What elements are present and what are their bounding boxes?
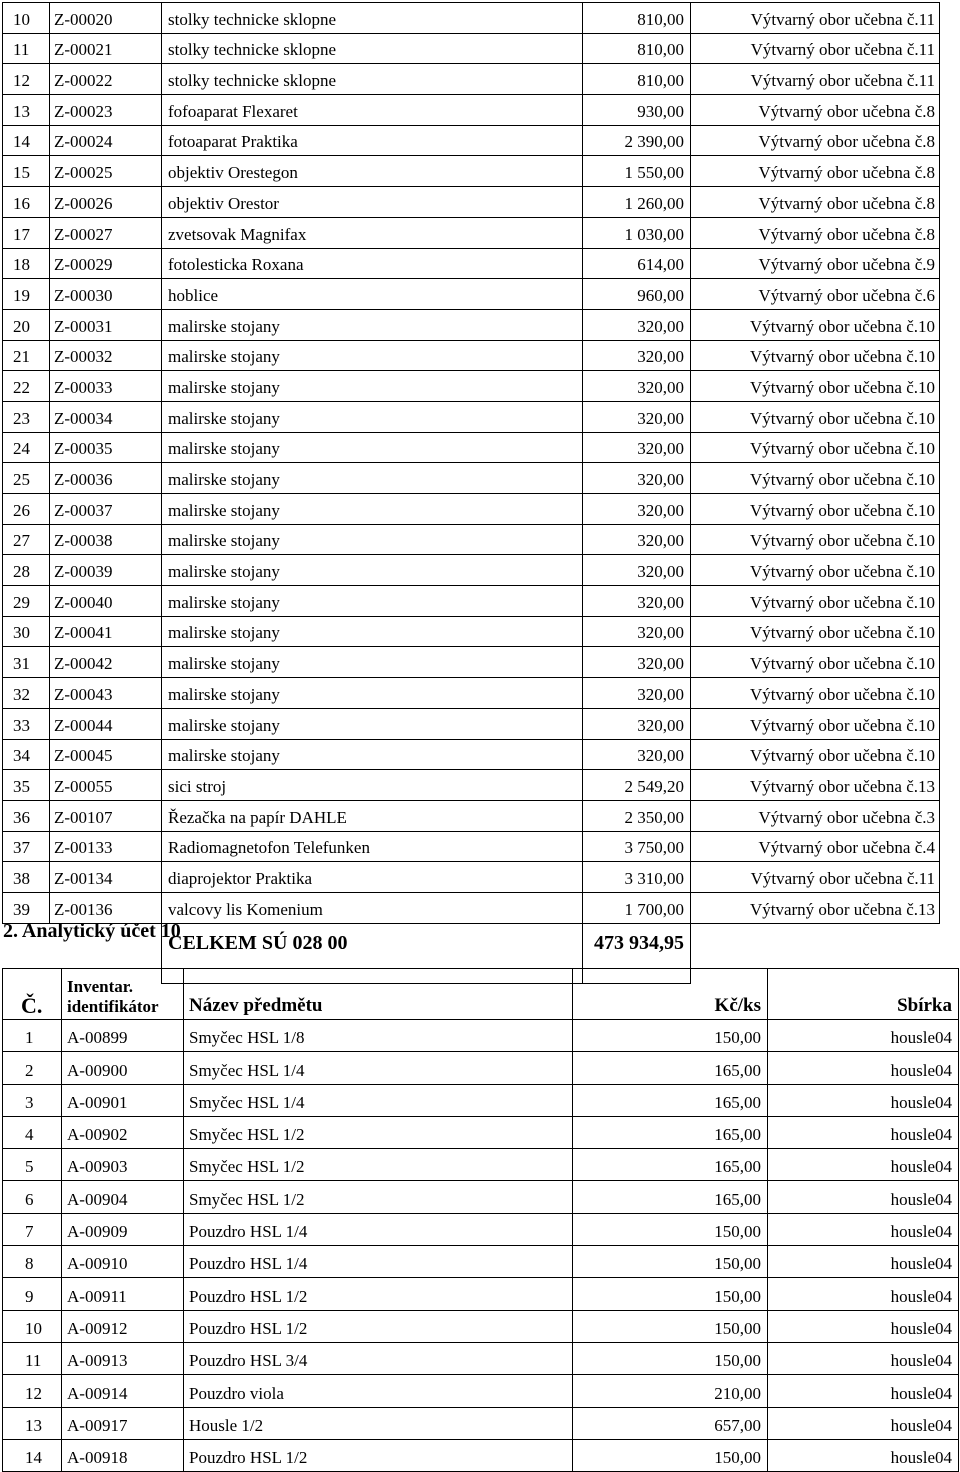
row-number: 5 [3, 1149, 62, 1181]
item-collection: Výtvarný obor učebna č.13 [691, 770, 940, 801]
table-row [3, 1213, 959, 1245]
item-name: malirske stojany [162, 401, 583, 432]
table-row [3, 187, 940, 218]
table-row [3, 64, 940, 95]
item-collection: Výtvarný obor učebna č.10 [691, 647, 940, 678]
inventory-id: A-00900 [62, 1052, 184, 1084]
item-name: Řezačka na papír DAHLE [162, 800, 583, 831]
item-name: Pouzdro HSL 1/2 [184, 1278, 573, 1310]
item-collection: housle04 [768, 1181, 959, 1213]
table-row [3, 1407, 959, 1439]
inventory-id: A-00901 [62, 1084, 184, 1116]
item-collection: Výtvarný obor učebna č.10 [691, 739, 940, 770]
row-number: 8 [3, 1246, 62, 1278]
item-price: 210,00 [573, 1375, 768, 1407]
item-price: 1 260,00 [583, 187, 691, 218]
item-price: 930,00 [583, 95, 691, 126]
row-number: 31 [3, 647, 50, 678]
item-collection: housle04 [768, 1278, 959, 1310]
inventory-id: A-00899 [62, 1020, 184, 1052]
item-price: 810,00 [583, 64, 691, 95]
item-name: malirske stojany [162, 340, 583, 371]
table-row [3, 770, 940, 801]
item-name: stolky technicke sklopne [162, 33, 583, 64]
table-row [3, 1181, 959, 1213]
item-price: 2 390,00 [583, 125, 691, 156]
item-name: malirske stojany [162, 524, 583, 555]
table-row [3, 463, 940, 494]
item-collection: Výtvarný obor učebna č.10 [691, 616, 940, 647]
inventory-id: A-00913 [62, 1342, 184, 1374]
item-name: malirske stojany [162, 494, 583, 525]
inventory-id: Z-00045 [50, 739, 162, 770]
table-row [3, 401, 940, 432]
inventory-id: Z-00029 [50, 248, 162, 279]
row-number: 39 [3, 892, 50, 923]
item-collection: Výtvarný obor učebna č.8 [691, 156, 940, 187]
table-row [3, 586, 940, 617]
row-number: 22 [3, 371, 50, 402]
item-collection: Výtvarný obor učebna č.10 [691, 586, 940, 617]
inventory-id: A-00914 [62, 1375, 184, 1407]
row-number: 25 [3, 463, 50, 494]
inventory-id: Z-00030 [50, 279, 162, 310]
item-collection: Výtvarný obor učebna č.10 [691, 494, 940, 525]
row-number: 2 [3, 1052, 62, 1084]
inventory-id: Z-00042 [50, 647, 162, 678]
table-row [3, 1246, 959, 1278]
table-row [3, 831, 940, 862]
row-number: 34 [3, 739, 50, 770]
row-number: 3 [3, 1084, 62, 1116]
table-row [3, 1052, 959, 1084]
inventory-id: Z-00031 [50, 309, 162, 340]
row-number: 27 [3, 524, 50, 555]
table-row [3, 248, 940, 279]
item-collection: housle04 [768, 1375, 959, 1407]
item-price: 2 549,20 [583, 770, 691, 801]
inventory-id: Z-00037 [50, 494, 162, 525]
item-collection: Výtvarný obor učebna č.13 [691, 892, 940, 923]
table-row [3, 1375, 959, 1407]
table-row [3, 1278, 959, 1310]
inventory-id: A-00918 [62, 1439, 184, 1471]
item-collection: housle04 [768, 1213, 959, 1245]
header-item-name: Název předmětu [184, 969, 573, 1020]
item-collection: housle04 [768, 1149, 959, 1181]
item-collection: Výtvarný obor učebna č.11 [691, 64, 940, 95]
item-collection: housle04 [768, 1407, 959, 1439]
table-row [3, 892, 940, 923]
row-number: 16 [3, 187, 50, 218]
row-number: 7 [3, 1213, 62, 1245]
analytic-account-table [2, 968, 959, 1472]
inventory-id: Z-00107 [50, 800, 162, 831]
table-row [3, 1310, 959, 1342]
row-number: 33 [3, 708, 50, 739]
item-price: 320,00 [583, 524, 691, 555]
row-number: 36 [3, 800, 50, 831]
item-name: malirske stojany [162, 555, 583, 586]
table-row [3, 371, 940, 402]
item-price: 320,00 [583, 371, 691, 402]
total-value: 473 934,95 [583, 923, 691, 983]
row-number: 10 [3, 3, 50, 34]
table-header-row [3, 969, 959, 1020]
item-name: hoblice [162, 279, 583, 310]
table-row [3, 647, 940, 678]
item-price: 657,00 [573, 1407, 768, 1439]
inventory-id: Z-00044 [50, 708, 162, 739]
item-price: 165,00 [573, 1149, 768, 1181]
item-price: 320,00 [583, 586, 691, 617]
item-collection: housle04 [768, 1342, 959, 1374]
header-collection: Sbírka [768, 969, 959, 1020]
item-price: 3 750,00 [583, 831, 691, 862]
item-price: 150,00 [573, 1020, 768, 1052]
row-number: 9 [3, 1278, 62, 1310]
item-collection: Výtvarný obor učebna č.8 [691, 187, 940, 218]
item-price: 320,00 [583, 340, 691, 371]
inventory-id: Z-00024 [50, 125, 162, 156]
item-collection: housle04 [768, 1310, 959, 1342]
item-collection: Výtvarný obor učebna č.10 [691, 432, 940, 463]
inventory-id: Z-00023 [50, 95, 162, 126]
item-price: 320,00 [583, 401, 691, 432]
section-heading: 2. Analytický účet 10 [3, 920, 181, 942]
table-row [3, 1116, 959, 1148]
item-name: fotolesticka Roxana [162, 248, 583, 279]
item-price: 320,00 [583, 708, 691, 739]
table-row [3, 3, 940, 34]
table-row [3, 555, 940, 586]
row-number: 19 [3, 279, 50, 310]
inventory-id: Z-00036 [50, 463, 162, 494]
item-name: malirske stojany [162, 616, 583, 647]
row-number: 12 [3, 1375, 62, 1407]
row-number: 6 [3, 1181, 62, 1213]
item-name: malirske stojany [162, 739, 583, 770]
item-collection: housle04 [768, 1116, 959, 1148]
item-price: 150,00 [573, 1246, 768, 1278]
row-number: 35 [3, 770, 50, 801]
item-collection: Výtvarný obor učebna č.3 [691, 800, 940, 831]
row-number: 18 [3, 248, 50, 279]
item-name: fotoaparat Praktika [162, 125, 583, 156]
inventory-id: Z-00025 [50, 156, 162, 187]
inventory-id: Z-00020 [50, 3, 162, 34]
item-price: 810,00 [583, 33, 691, 64]
row-number: 13 [3, 1407, 62, 1439]
item-collection: housle04 [768, 1246, 959, 1278]
inventory-id: Z-00022 [50, 64, 162, 95]
inventory-id: A-00912 [62, 1310, 184, 1342]
item-name: malirske stojany [162, 309, 583, 340]
table-row [3, 524, 940, 555]
item-collection: Výtvarný obor učebna č.10 [691, 463, 940, 494]
table-row [3, 309, 940, 340]
item-collection: Výtvarný obor učebna č.10 [691, 340, 940, 371]
row-number: 11 [3, 33, 50, 64]
item-collection: Výtvarný obor učebna č.4 [691, 831, 940, 862]
item-price: 150,00 [573, 1342, 768, 1374]
item-price: 165,00 [573, 1084, 768, 1116]
row-number: 15 [3, 156, 50, 187]
item-price: 150,00 [573, 1278, 768, 1310]
item-name: Smyčec HSL 1/8 [184, 1020, 573, 1052]
analytic-account-table-body [3, 969, 959, 1472]
row-number: 23 [3, 401, 50, 432]
inventory-id: Z-00134 [50, 862, 162, 893]
inventory-id: Z-00133 [50, 831, 162, 862]
item-price: 320,00 [583, 309, 691, 340]
inventory-table [2, 2, 940, 984]
inventory-id: Z-00033 [50, 371, 162, 402]
inventory-id: A-00903 [62, 1149, 184, 1181]
item-price: 320,00 [583, 463, 691, 494]
table-row [3, 1439, 959, 1471]
item-collection: housle04 [768, 1084, 959, 1116]
inventory-id: A-00917 [62, 1407, 184, 1439]
item-name: malirske stojany [162, 708, 583, 739]
row-number: 37 [3, 831, 50, 862]
item-price: 150,00 [573, 1310, 768, 1342]
item-name: malirske stojany [162, 371, 583, 402]
item-collection: Výtvarný obor učebna č.10 [691, 708, 940, 739]
table-row [3, 862, 940, 893]
row-number: 12 [3, 64, 50, 95]
table-row [3, 678, 940, 709]
item-price: 150,00 [573, 1439, 768, 1471]
item-name: Pouzdro HSL 3/4 [184, 1342, 573, 1374]
table-row [3, 156, 940, 187]
row-number: 26 [3, 494, 50, 525]
item-name: zvetsovak Magnifax [162, 217, 583, 248]
row-number: 38 [3, 862, 50, 893]
table-row [3, 217, 940, 248]
inventory-id: Z-00032 [50, 340, 162, 371]
row-number: 32 [3, 678, 50, 709]
item-name: fofoaparat Flexaret [162, 95, 583, 126]
table-row [3, 340, 940, 371]
item-price: 320,00 [583, 647, 691, 678]
table-row [3, 279, 940, 310]
table-row [3, 432, 940, 463]
inventory-table-body [3, 3, 940, 984]
inventory-id: Z-00027 [50, 217, 162, 248]
row-number: 17 [3, 217, 50, 248]
item-name: malirske stojany [162, 678, 583, 709]
item-price: 960,00 [583, 279, 691, 310]
inventory-id: Z-00039 [50, 555, 162, 586]
inventory-id: A-00904 [62, 1181, 184, 1213]
item-name: Pouzdro HSL 1/4 [184, 1213, 573, 1245]
total-label: CELKEM SÚ 028 00 [162, 923, 583, 983]
item-price: 3 310,00 [583, 862, 691, 893]
item-collection: Výtvarný obor učebna č.10 [691, 524, 940, 555]
item-name: Radiomagnetofon Telefunken [162, 831, 583, 862]
item-price: 165,00 [573, 1116, 768, 1148]
item-collection: Výtvarný obor učebna č.10 [691, 309, 940, 340]
table-row [3, 800, 940, 831]
table-row [3, 125, 940, 156]
item-name: sici stroj [162, 770, 583, 801]
item-name: malirske stojany [162, 586, 583, 617]
item-name: valcovy lis Komenium [162, 892, 583, 923]
header-price: Kč/ks [573, 969, 768, 1020]
table-row [3, 739, 940, 770]
row-number: 14 [3, 125, 50, 156]
item-price: 320,00 [583, 616, 691, 647]
item-name: stolky technicke sklopne [162, 64, 583, 95]
inventory-id: Z-00041 [50, 616, 162, 647]
inventory-id: Z-00055 [50, 770, 162, 801]
item-collection: Výtvarný obor učebna č.8 [691, 217, 940, 248]
row-number: 21 [3, 340, 50, 371]
item-name: Housle 1/2 [184, 1407, 573, 1439]
item-name: Pouzdro viola [184, 1375, 573, 1407]
item-name: Pouzdro HSL 1/2 [184, 1310, 573, 1342]
item-collection: Výtvarný obor učebna č.10 [691, 678, 940, 709]
item-collection: Výtvarný obor učebna č.11 [691, 3, 940, 34]
inventory-id: A-00909 [62, 1213, 184, 1245]
item-name: Smyčec HSL 1/2 [184, 1116, 573, 1148]
inventory-id: Z-00021 [50, 33, 162, 64]
item-price: 1 700,00 [583, 892, 691, 923]
inventory-id: Z-00038 [50, 524, 162, 555]
inventory-id: Z-00136 [50, 892, 162, 923]
item-name: Pouzdro HSL 1/4 [184, 1246, 573, 1278]
item-collection: housle04 [768, 1020, 959, 1052]
table-row [3, 708, 940, 739]
header-inventory-id: Inventar. identifikátor [62, 969, 184, 1020]
item-name: Smyčec HSL 1/2 [184, 1181, 573, 1213]
item-collection: Výtvarný obor učebna č.10 [691, 371, 940, 402]
row-number: 29 [3, 586, 50, 617]
item-collection: housle04 [768, 1439, 959, 1471]
inventory-id: A-00910 [62, 1246, 184, 1278]
item-price: 810,00 [583, 3, 691, 34]
inventory-id: A-00911 [62, 1278, 184, 1310]
item-price: 320,00 [583, 432, 691, 463]
item-price: 1 550,00 [583, 156, 691, 187]
header-number: Č. [3, 969, 62, 1020]
item-name: diaprojektor Praktika [162, 862, 583, 893]
item-price: 320,00 [583, 555, 691, 586]
inventory-id: Z-00040 [50, 586, 162, 617]
item-name: Smyčec HSL 1/4 [184, 1052, 573, 1084]
item-collection: Výtvarný obor učebna č.8 [691, 95, 940, 126]
table-row [3, 1149, 959, 1181]
item-collection: housle04 [768, 1052, 959, 1084]
inventory-id: Z-00035 [50, 432, 162, 463]
item-price: 320,00 [583, 494, 691, 525]
row-number: 24 [3, 432, 50, 463]
row-number: 1 [3, 1020, 62, 1052]
row-number: 30 [3, 616, 50, 647]
table-row [3, 95, 940, 126]
table-row [3, 494, 940, 525]
item-price: 320,00 [583, 678, 691, 709]
item-collection: Výtvarný obor učebna č.10 [691, 401, 940, 432]
item-collection: Výtvarný obor učebna č.8 [691, 125, 940, 156]
item-name: Pouzdro HSL 1/2 [184, 1439, 573, 1471]
item-name: objektiv Orestegon [162, 156, 583, 187]
inventory-id: A-00902 [62, 1116, 184, 1148]
table-row [3, 1342, 959, 1374]
row-number: 13 [3, 95, 50, 126]
table-row [3, 1084, 959, 1116]
table-row [3, 33, 940, 64]
table-row [3, 1020, 959, 1052]
item-price: 1 030,00 [583, 217, 691, 248]
item-price: 165,00 [573, 1181, 768, 1213]
item-collection: Výtvarný obor učebna č.10 [691, 555, 940, 586]
table-row [3, 616, 940, 647]
inventory-id: Z-00043 [50, 678, 162, 709]
row-number: 28 [3, 555, 50, 586]
item-name: stolky technicke sklopne [162, 3, 583, 34]
item-name: Smyčec HSL 1/2 [184, 1149, 573, 1181]
row-number: 4 [3, 1116, 62, 1148]
item-collection: Výtvarný obor učebna č.11 [691, 33, 940, 64]
item-name: Smyčec HSL 1/4 [184, 1084, 573, 1116]
item-price: 320,00 [583, 739, 691, 770]
item-collection: Výtvarný obor učebna č.11 [691, 862, 940, 893]
row-number: 20 [3, 309, 50, 340]
inventory-id: Z-00034 [50, 401, 162, 432]
item-collection: Výtvarný obor učebna č.6 [691, 279, 940, 310]
item-collection: Výtvarný obor učebna č.9 [691, 248, 940, 279]
item-name: malirske stojany [162, 647, 583, 678]
inventory-id: Z-00026 [50, 187, 162, 218]
row-number: 10 [3, 1310, 62, 1342]
item-price: 2 350,00 [583, 800, 691, 831]
row-number: 14 [3, 1439, 62, 1471]
item-name: malirske stojany [162, 432, 583, 463]
item-price: 614,00 [583, 248, 691, 279]
row-number: 11 [3, 1342, 62, 1374]
item-price: 165,00 [573, 1052, 768, 1084]
item-price: 150,00 [573, 1213, 768, 1245]
item-name: malirske stojany [162, 463, 583, 494]
item-name: objektiv Orestor [162, 187, 583, 218]
